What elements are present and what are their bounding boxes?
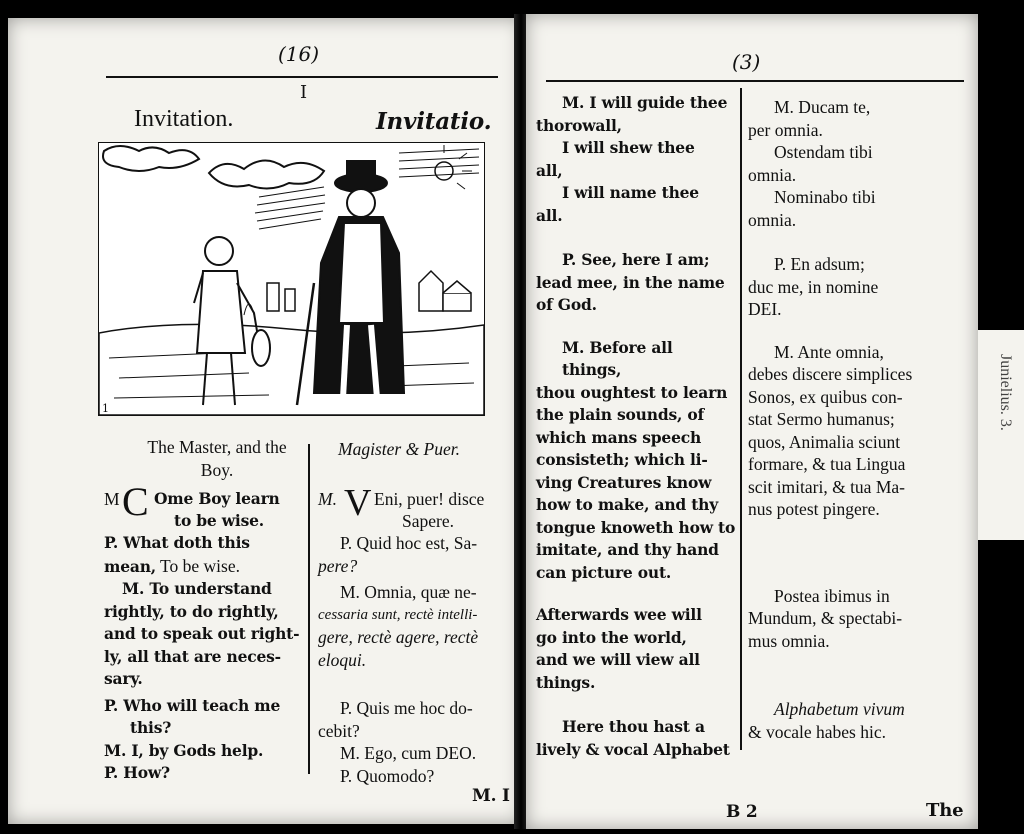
- english-line: I will name thee: [562, 183, 699, 202]
- left-page: [8, 18, 522, 824]
- latin-column-right: [748, 96, 970, 743]
- english-line: things.: [536, 672, 596, 692]
- latin-line: DEI.: [748, 299, 782, 319]
- paragraph-afterwards: [536, 604, 736, 694]
- english-line: tongue knoweth how to: [536, 517, 736, 537]
- english-line: all,: [536, 160, 563, 180]
- edge-strip-text: Junielius. 3.: [997, 354, 1014, 431]
- latin-line: M. Ducam te,: [774, 97, 871, 117]
- english-line: P. How?: [104, 763, 170, 782]
- latin-line: debes discere simplices: [748, 364, 913, 384]
- latin-line: stat Sermo humanus;: [748, 409, 895, 429]
- latin-line: Sapere.: [402, 511, 454, 531]
- english-line: ving Creatures know: [536, 472, 712, 492]
- paragraph-here: [536, 716, 736, 761]
- caption-english-line: Boy.: [200, 459, 234, 480]
- latin-line: formare, & tua Lingua: [748, 454, 906, 474]
- latin-line: scit imitari, & tua Ma-: [748, 476, 905, 497]
- latin-line: M. Omnia, quæ ne-: [340, 582, 477, 602]
- latin-line: cebit?: [318, 720, 360, 741]
- english-line: this?: [130, 718, 172, 737]
- latin-paragraph-ducam: [748, 96, 970, 231]
- left-catchword: M. I: [472, 786, 510, 806]
- latin-paragraph-adsum: [748, 253, 970, 321]
- english-line: Afterwards wee will: [536, 605, 702, 624]
- latin-line: P. Quid hoc est, Sa-: [340, 533, 478, 553]
- title-roman: Invitation.: [134, 106, 234, 132]
- speaker-m: M: [104, 489, 120, 509]
- latin-line: Ostendam tibi: [774, 142, 873, 162]
- latin-line: omnia.: [748, 164, 797, 185]
- latin-line: pere?: [318, 555, 358, 576]
- right-column-divider: [740, 88, 742, 750]
- latin-line: M. Ego, cum DEO.: [340, 743, 477, 763]
- left-header-rule: [106, 76, 498, 78]
- latin-line: & vocale habes hic.: [748, 721, 887, 742]
- english-line: M. To understand: [122, 579, 272, 598]
- english-line: consisteth; which li-: [536, 450, 708, 469]
- english-column-left: [104, 479, 304, 785]
- woodcut-illustration: [98, 142, 485, 416]
- english-line: of God.: [536, 295, 597, 314]
- english-line-roman: To be wise.: [155, 555, 240, 576]
- right-page-number: (3): [732, 50, 761, 74]
- master-and-boy-woodcut: [99, 143, 484, 415]
- english-line: I will shew thee: [562, 138, 695, 157]
- english-line: imitate, and thy hand: [536, 540, 719, 559]
- latin-line: cessaria sunt, rectè intelli-: [318, 606, 478, 623]
- paragraph-before: [536, 337, 736, 585]
- latin-line: nus potest pingere.: [748, 499, 880, 519]
- english-line: to be wise.: [174, 511, 265, 530]
- english-line: sary.: [104, 669, 143, 688]
- latin-line: Eni, puer! disce: [374, 489, 485, 509]
- english-line: thou oughtest to learn: [536, 382, 728, 402]
- paragraph-guide: [536, 92, 736, 227]
- latin-paragraph-postea: [748, 585, 970, 653]
- english-line: M. I, by Gods help.: [104, 740, 264, 760]
- latin-column-left: [318, 482, 514, 787]
- left-page-number: (16): [278, 42, 320, 66]
- right-page: [526, 14, 978, 829]
- english-column-right: [536, 92, 736, 761]
- english-line: and we will view all: [536, 650, 700, 669]
- title-blackletter: Invitatio.: [376, 108, 492, 135]
- signature-mark: B 2: [726, 802, 758, 822]
- english-line: P. What doth this: [104, 533, 250, 552]
- latin-line: Postea ibimus in: [774, 585, 890, 606]
- latin-line: P. En adsum;: [774, 254, 865, 274]
- latin-line: P. Quis me hoc do-: [340, 698, 473, 718]
- english-line: thorowall,: [536, 115, 622, 135]
- english-line: all.: [536, 205, 563, 225]
- initial-c: C: [122, 479, 149, 524]
- caption-english: [132, 436, 302, 481]
- english-line: the plain sounds, of: [536, 405, 704, 424]
- english-line: go into the world,: [536, 627, 687, 647]
- english-line: can picture out.: [536, 562, 672, 582]
- latin-paragraph-alphabetum: [748, 698, 970, 743]
- english-line: how to make, and thy: [536, 495, 719, 514]
- english-line: P. Who will teach me: [104, 695, 281, 715]
- english-line: lead mee, in the name: [536, 272, 725, 292]
- section-numeral: I: [300, 82, 308, 103]
- english-line: ly, all that are neces-: [104, 646, 281, 666]
- latin-line: quos, Animalia sciunt: [748, 431, 901, 452]
- caption-english-line: The Master, and the: [147, 437, 287, 457]
- illustration-number-label: 1: [102, 402, 109, 415]
- latin-line: gere, rectè agere, rectè: [318, 627, 479, 647]
- latin-line: M. Ante omnia,: [774, 341, 884, 362]
- latin-line: Nominabo tibi: [774, 187, 876, 207]
- english-line: lively & vocal Alphabet: [536, 739, 730, 759]
- english-line: M. Before all things,: [562, 337, 673, 379]
- latin-line: omnia.: [748, 209, 797, 230]
- initial-v: V: [344, 482, 372, 524]
- speaker-m-latin: M.: [318, 489, 337, 509]
- latin-line: P. Quomodo?: [340, 765, 435, 786]
- right-catchword: The: [926, 800, 964, 821]
- latin-paragraph-ante: [748, 341, 970, 521]
- english-line: M. I will guide thee: [562, 93, 728, 112]
- english-line: Here thou hast a: [562, 717, 705, 736]
- english-line: and to speak out right-: [104, 624, 300, 643]
- english-line-bold: mean,: [104, 556, 156, 576]
- left-column-divider: [308, 444, 310, 774]
- right-header-rule: [546, 80, 964, 82]
- latin-line: duc me, in nomine: [748, 276, 879, 297]
- english-line: which mans speech: [536, 427, 702, 447]
- edge-strip: [978, 330, 1024, 540]
- latin-line: per omnia.: [748, 119, 823, 140]
- latin-line: Alphabetum vivum: [774, 699, 905, 719]
- english-line: Ome Boy learn: [154, 489, 280, 508]
- latin-line: eloqui.: [318, 649, 367, 670]
- english-line: rightly, to do rightly,: [104, 601, 279, 621]
- paragraph-see: [536, 249, 736, 317]
- latin-line: Mundum, & spectabi-: [748, 608, 903, 628]
- latin-line: mus omnia.: [748, 630, 830, 651]
- english-line: P. See, here I am;: [562, 250, 710, 269]
- latin-line: Sonos, ex quibus con-: [748, 386, 903, 407]
- caption-latin: Magister & Puer.: [338, 439, 461, 459]
